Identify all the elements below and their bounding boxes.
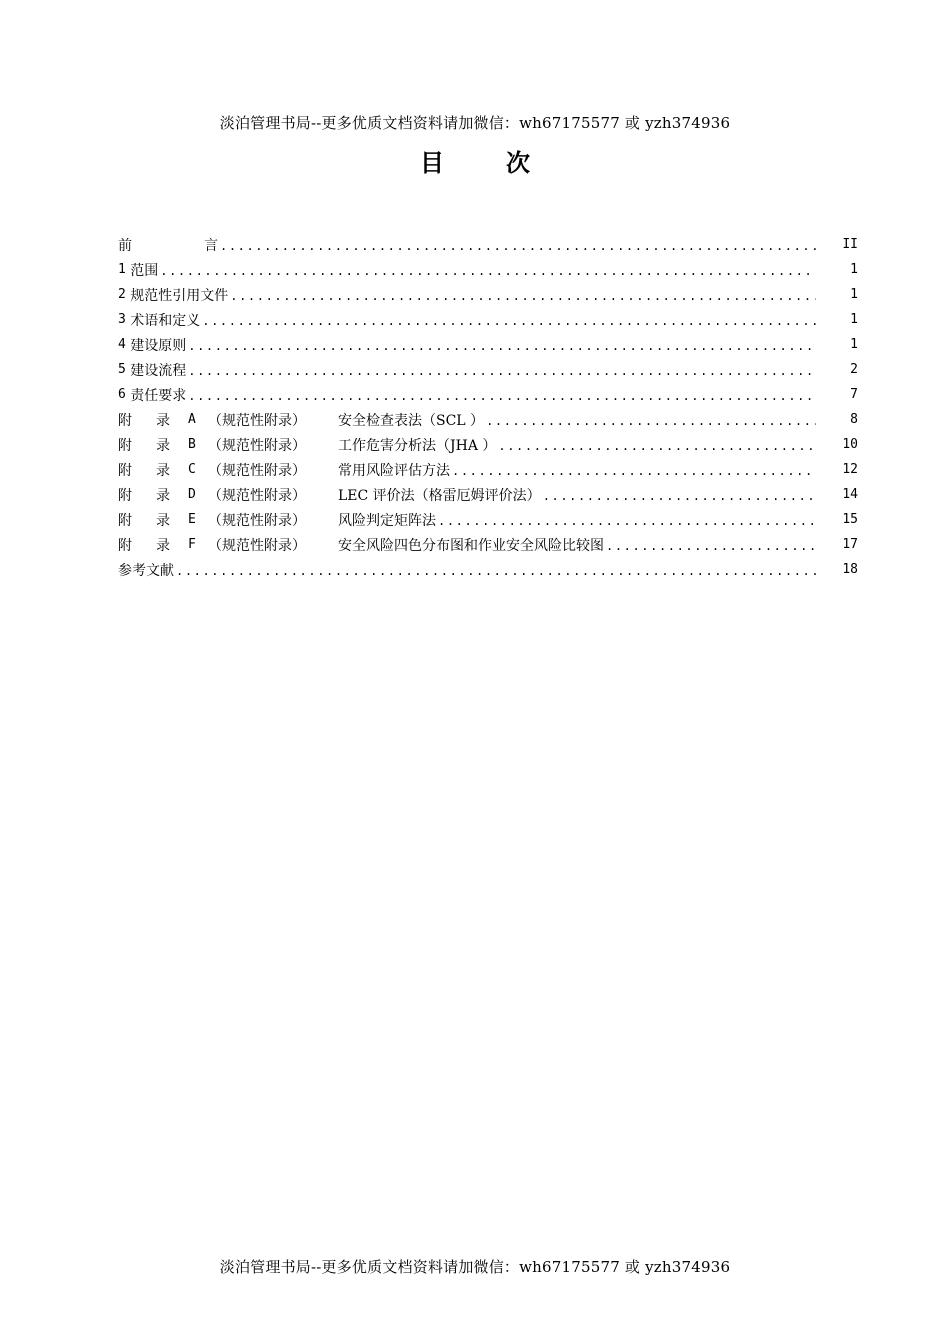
toc-appendix-e[interactable]: [118, 507, 858, 532]
toc-page-number: 8: [850, 412, 858, 427]
page-title-char-1: 目: [420, 149, 444, 177]
toc-leader-dots: [202, 314, 816, 328]
toc-leader-dots: [188, 389, 816, 403]
toc-entry-title: 建设流程: [130, 362, 187, 379]
toc-entry-label: [118, 435, 496, 455]
toc-leader-dots: [486, 414, 816, 428]
toc-page-number: 1: [850, 262, 858, 277]
toc-appendix-d[interactable]: [118, 482, 858, 507]
appendix-letter: E: [188, 512, 196, 527]
page-title: [0, 143, 950, 178]
appendix-word-fu: 附: [118, 462, 132, 479]
toc-page-number: II: [842, 237, 858, 252]
appendix-letter: F: [188, 537, 196, 552]
toc-leader-dots: [498, 439, 816, 453]
toc-entry-number: 3: [118, 312, 126, 327]
toc-leader-dots: [160, 264, 816, 278]
toc-entry-label: [118, 510, 436, 530]
header-watermark-note: 淡泊管理书局--更多优质文档资料请加微信：wh67175577 或 yzh374936: [219, 114, 731, 132]
toc-page-number: 7: [850, 387, 858, 402]
toc-page-number: 1: [850, 312, 858, 327]
toc-leader-dots: [438, 514, 816, 528]
toc-entry-label: [118, 385, 186, 405]
toc-leader-dots: [230, 289, 816, 303]
appendix-word-lu: 录: [156, 487, 170, 504]
toc-entry-preface[interactable]: [118, 232, 858, 257]
toc-entry-label: [118, 460, 450, 480]
appendix-letter: D: [188, 487, 196, 502]
appendix-word-fu: 附: [118, 512, 132, 529]
appendix-title: 风险判定矩阵法: [338, 512, 436, 529]
toc-appendix-f[interactable]: [118, 532, 858, 557]
appendix-title: LEC 评价法（格雷厄姆评价法）: [338, 487, 541, 504]
toc-entry-label: [118, 310, 200, 330]
toc-page-number: 17: [842, 537, 858, 552]
appendix-type: （规范性附录）: [208, 412, 306, 429]
toc-entry-label: [118, 260, 158, 280]
toc-entry-title: 参考文献: [118, 562, 174, 579]
toc-page-number: 2: [850, 362, 858, 377]
toc-leader-dots: [176, 564, 816, 578]
appendix-type: （规范性附录）: [208, 487, 306, 504]
appendix-letter: A: [188, 412, 196, 427]
toc-leader-dots: [188, 364, 816, 378]
toc-appendix-b[interactable]: [118, 432, 858, 457]
toc-entry-number: 5: [118, 362, 126, 377]
appendix-word-lu: 录: [156, 462, 170, 479]
toc-entry-6[interactable]: [118, 382, 858, 407]
toc-entry-number: 2: [118, 287, 126, 302]
appendix-word-lu: 录: [156, 437, 170, 454]
toc-page-number: 10: [842, 437, 858, 452]
toc-entry-references[interactable]: [118, 557, 858, 582]
appendix-type: （规范性附录）: [208, 512, 306, 529]
footer-watermark-note: 淡泊管理书局--更多优质文档资料请加微信：wh67175577 或 yzh374936: [219, 1258, 731, 1276]
appendix-word-lu: 录: [156, 512, 170, 529]
toc-page-number: 18: [842, 562, 858, 577]
toc-leader-dots: [452, 464, 816, 478]
appendix-word-fu: 附: [118, 437, 132, 454]
toc-entry-number: 6: [118, 387, 126, 402]
appendix-title: 安全风险四色分布图和作业安全风险比较图: [338, 537, 604, 554]
toc-entry-title: 范围: [130, 262, 159, 279]
appendix-title: 常用风险评估方法: [338, 462, 450, 479]
toc-preface-char-1: 前: [118, 237, 132, 254]
toc-entry-title: 规范性引用文件: [130, 287, 229, 304]
toc-entry-1[interactable]: [118, 257, 858, 282]
toc-entry-4[interactable]: [118, 332, 858, 357]
page-title-char-2: 次: [506, 149, 530, 177]
appendix-word-fu: 附: [118, 537, 132, 554]
toc-entry-label: [118, 335, 186, 355]
toc-entry-title: 建设原则: [130, 337, 187, 354]
appendix-word-fu: 附: [118, 412, 132, 429]
toc-entry-2[interactable]: [118, 282, 858, 307]
toc-entry-label: [118, 410, 484, 430]
appendix-title: 安全检查表法（SCL ）: [338, 412, 485, 429]
appendix-type: （规范性附录）: [208, 462, 306, 479]
toc-entry-label: [118, 535, 604, 555]
toc-page-number: 12: [842, 462, 858, 477]
appendix-word-lu: 录: [156, 412, 170, 429]
toc-page-number: 15: [842, 512, 858, 527]
toc-entry-label: [118, 485, 541, 505]
table-of-contents: [118, 232, 858, 582]
toc-leader-dots: [606, 539, 816, 553]
toc-appendix-c[interactable]: [118, 457, 858, 482]
toc-leader-dots: [188, 339, 816, 353]
toc-entry-number: 4: [118, 337, 126, 352]
appendix-letter: C: [188, 462, 196, 477]
toc-entry-number: 1: [118, 262, 126, 277]
appendix-title: 工作危害分析法（JHA ）: [338, 437, 497, 454]
toc-entry-label: [118, 560, 174, 580]
toc-page-number: 1: [850, 287, 858, 302]
appendix-letter: B: [188, 437, 196, 452]
toc-leader-dots: [220, 239, 816, 253]
appendix-type: （规范性附录）: [208, 437, 306, 454]
toc-entry-title: 责任要求: [130, 387, 187, 404]
appendix-word-lu: 录: [156, 537, 170, 554]
toc-leader-dots: [543, 489, 816, 503]
toc-page-number: 14: [842, 487, 858, 502]
appendix-type: （规范性附录）: [208, 537, 306, 554]
toc-entry-3[interactable]: [118, 307, 858, 332]
toc-appendix-a[interactable]: [118, 407, 858, 432]
appendix-word-fu: 附: [118, 487, 132, 504]
toc-entry-5[interactable]: [118, 357, 858, 382]
toc-entry-label: [118, 235, 218, 255]
toc-entry-label: [118, 360, 186, 380]
toc-page-number: 1: [850, 337, 858, 352]
toc-entry-title: 术语和定义: [130, 312, 201, 329]
toc-entry-label: [118, 285, 228, 305]
toc-preface-char-2: 言: [204, 237, 218, 254]
